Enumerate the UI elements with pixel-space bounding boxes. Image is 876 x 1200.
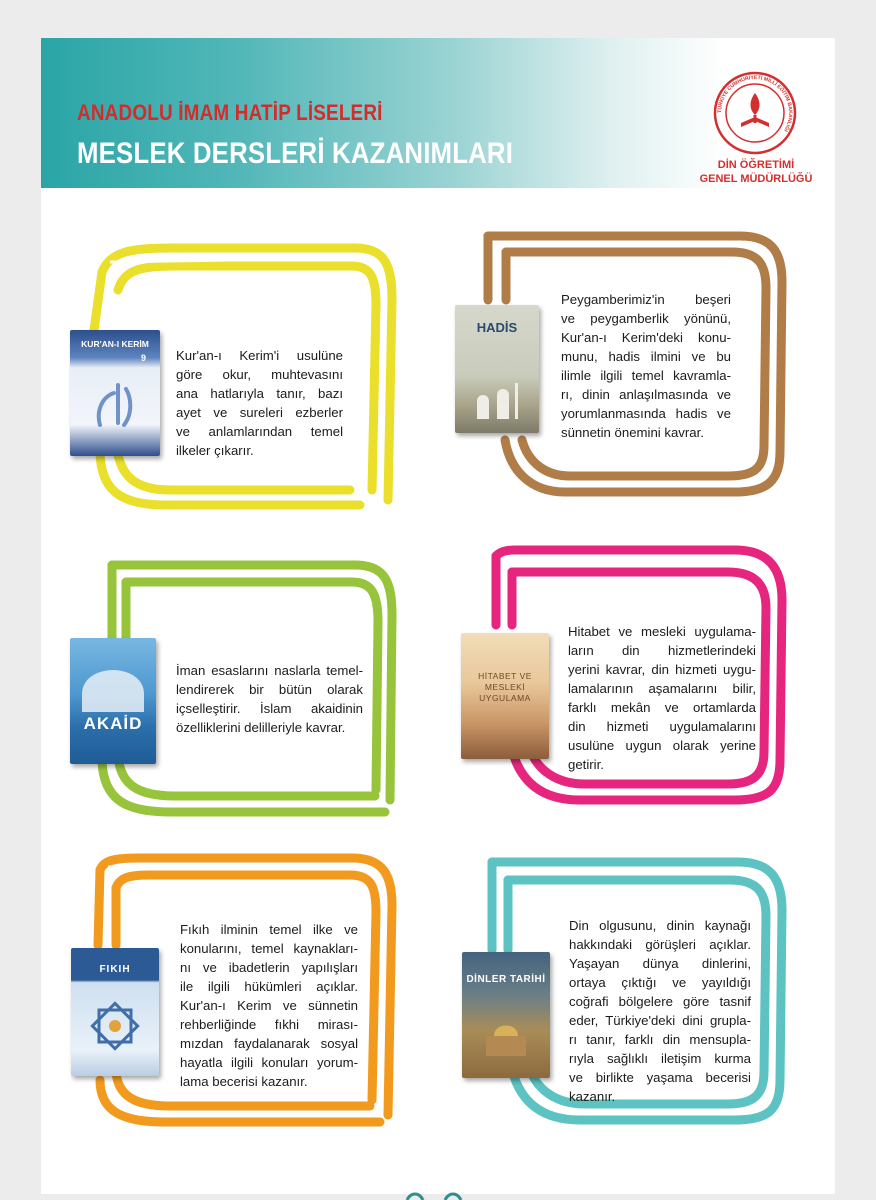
meb-logo	[713, 71, 797, 155]
text-line: lendirerek bir bütün olarak	[176, 682, 363, 697]
text-line: hakkındaki görüşleri açıklar.	[569, 937, 751, 952]
logo-caption-line1: DİN ÖĞRETİMİ	[717, 159, 795, 171]
text-line: ayet ve sureleri ezberler	[176, 405, 343, 420]
book-cover-dinler-tarihi	[462, 952, 550, 1078]
card-text-akaid	[176, 661, 363, 737]
book-grade: 9	[141, 353, 147, 363]
text-line: ve birlikte yaşama becerisi	[569, 1070, 751, 1085]
text-line: ve anlamlarından temel	[176, 424, 343, 439]
dome-of-rock-icon	[472, 1006, 540, 1056]
logo-ring-text: TÜRKİYE CUMHURİYETİ MİLLÎ EĞİTİM BAKANLIĞI	[716, 74, 794, 133]
text-line: lama becerisi kazanır.	[180, 1074, 308, 1089]
text-line: rı, dinin anlaşılmasında ve	[561, 387, 731, 402]
logo-caption-line2: GENEL MÜDÜRLÜĞÜ	[699, 173, 813, 185]
text-line: Hitabet ve mesleki uygulama-	[568, 624, 756, 639]
bottom-edge-decoration	[405, 1190, 465, 1200]
text-line: ile ilgili hükümleri açıklar.	[180, 979, 358, 994]
book-cover-hitabet	[461, 633, 549, 759]
text-line: Kur'an-ı Kerim ve sünnetin	[180, 998, 358, 1013]
text-line: ana hatlarıyla tanır, bazı	[176, 386, 343, 401]
text-line: rıyla sağlıklı iletişim kurma	[569, 1051, 751, 1066]
text-line: Kur'an-ı Kerim'i usulüne	[176, 348, 343, 363]
header-title-line2: MESLEK DERSLERİ KAZANIMLARI	[77, 137, 514, 170]
book-title: KUR'AN-I KERİM	[81, 339, 149, 349]
text-line: nı ve ibadetlerin yapılışları	[180, 960, 358, 975]
logo-caption	[681, 158, 831, 186]
book-title: DİNLER TARİHİ	[466, 974, 546, 985]
calligraphy-icon	[88, 375, 142, 433]
text-line: usulüne uygun olarak yerine	[568, 738, 756, 753]
text-line: Fıkıh ilminin temel ilke ve	[180, 922, 358, 937]
text-line: Din olgusunu, dinin kaynağı	[569, 918, 751, 933]
text-line: rı tanır, farklı din mensupla-	[569, 1032, 751, 1047]
book-title: FIKIH	[99, 964, 131, 975]
card-text-fikih	[180, 920, 358, 1091]
card-text-hadis	[561, 290, 731, 442]
text-line: yerini kavrar, din hizmeti uygu-	[568, 662, 756, 677]
text-line: göre okur, muhtevasını	[176, 367, 343, 382]
book-title: AKAİD	[83, 714, 143, 733]
text-line: Peygamberimiz'in beşeri	[561, 292, 731, 307]
header-title-line1: ANADOLU İMAM HATİP LİSELERİ	[77, 100, 383, 125]
text-line: farklı mekân ve ortamlarda	[568, 700, 756, 715]
card-text-kuran	[176, 346, 343, 460]
text-line: Yaşayan dünya dinlerini,	[569, 956, 751, 971]
text-line: munu, hadis ilmini ve bu	[561, 349, 731, 364]
text-line: lamalarının aşamalarını bilir,	[568, 681, 756, 696]
card-text-dinler-tarihi	[569, 916, 751, 1106]
book-title: HADİS	[476, 320, 518, 335]
text-line: içselleştirir. İslam akaidinin	[176, 701, 363, 716]
text-line: rehberliğinde fıkhi mirası-	[180, 1017, 358, 1032]
text-line: Kur'an-ı Kerim'deki konu-	[561, 330, 731, 345]
text-line: getirir.	[568, 757, 604, 772]
text-line: özelliklerini delilleriyle kavrar.	[176, 720, 346, 735]
book-cover-hadis	[455, 305, 539, 433]
text-line: İman esaslarını naslarla temel-	[176, 663, 363, 678]
dome-icon	[78, 664, 148, 712]
header-banner	[41, 38, 835, 188]
text-line: ve peygamberlik yönünü,	[561, 311, 731, 326]
text-line: eder, Türkiye'deki dini grupla-	[569, 1013, 751, 1028]
card-text-hitabet	[568, 622, 756, 774]
text-line: ların din hizmetlerindeki	[568, 643, 756, 658]
text-line: ortaya çıktığı ve yayıldığı	[569, 975, 751, 990]
star-pattern-icon	[89, 1000, 141, 1052]
text-line: ilimle ilgili temel kavramla-	[561, 368, 731, 383]
book-title: HİTABET VE MESLEKİ UYGULAMA	[478, 671, 532, 703]
text-line: ilkeler çıkarır.	[176, 443, 254, 458]
text-line: mızdan faydalanarak sosyal	[180, 1036, 358, 1051]
text-line: hayatla ilgili konuları yorum-	[180, 1055, 358, 1070]
text-line: kazanır.	[569, 1089, 616, 1104]
text-line: konularını, temel kaynakları-	[180, 941, 358, 956]
mosque-icon	[467, 379, 527, 419]
book-cover-fikih	[71, 948, 159, 1076]
text-line: coğrafi bölgelere göre tasnif	[569, 994, 751, 1009]
text-line: sünnetin önemini kavrar.	[561, 425, 704, 440]
text-line: din hizmeti uygulamalarını	[568, 719, 756, 734]
text-line: yorumlanmasında hadis ve	[561, 406, 731, 421]
book-cover-akaid	[70, 638, 156, 764]
book-cover-kuran	[70, 330, 160, 456]
